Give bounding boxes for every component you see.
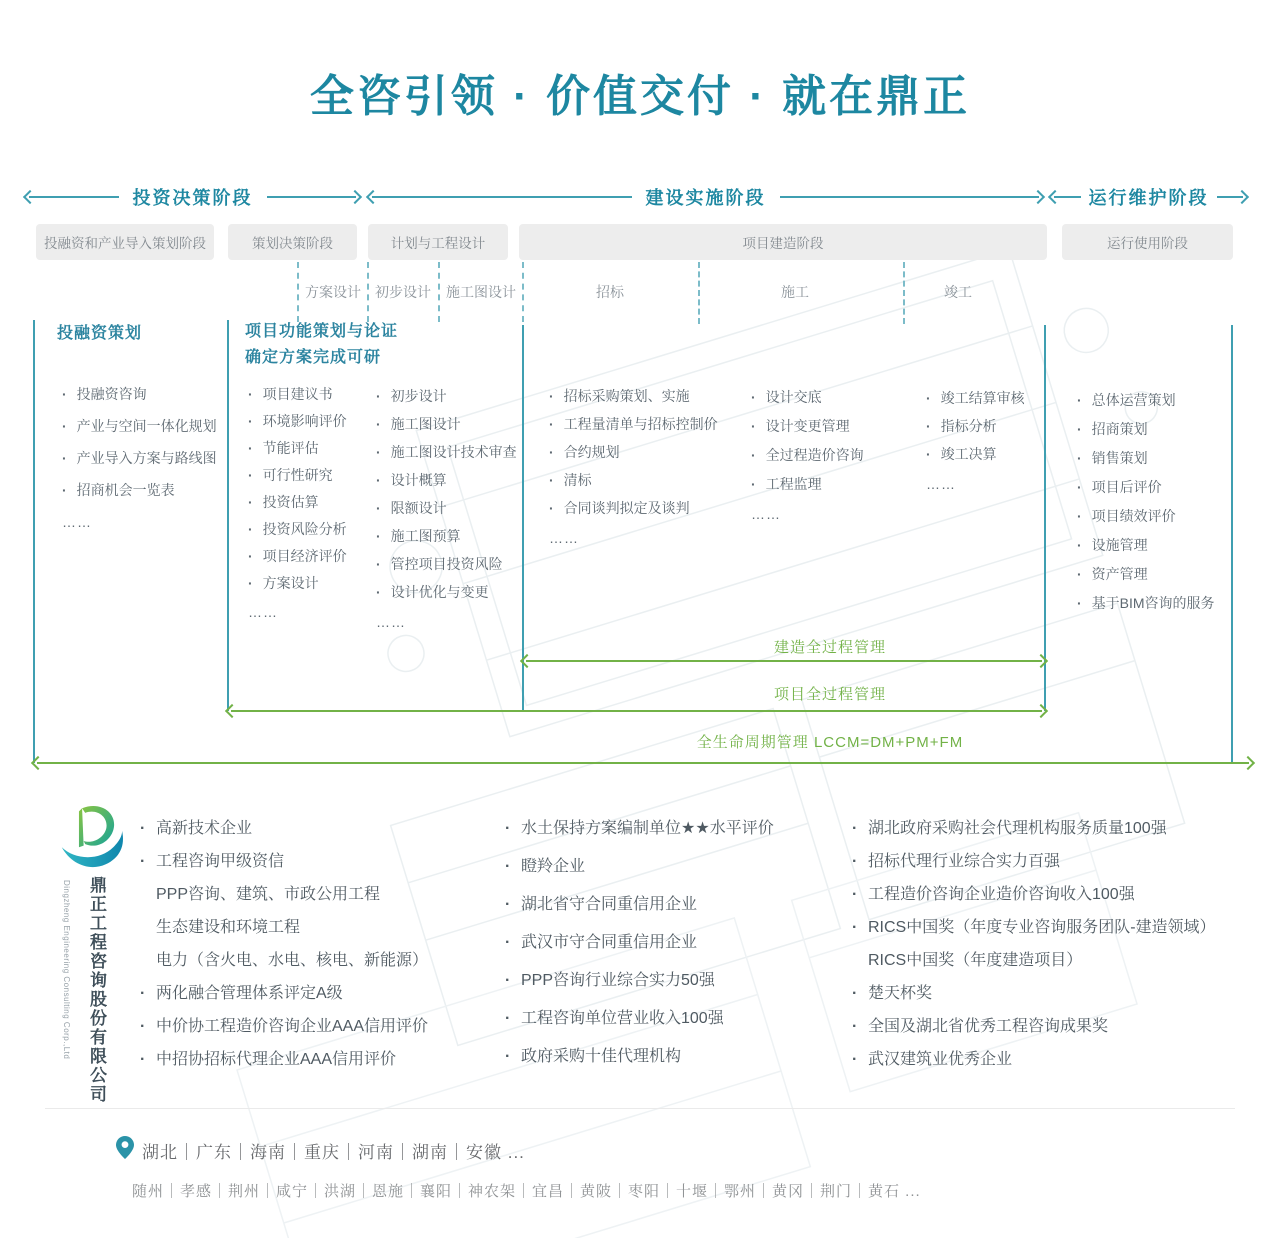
arrow-line <box>780 196 1040 198</box>
arrow-right-icon <box>1235 190 1249 204</box>
cert-text: 两化融合管理体系评定A级 <box>156 985 343 1002</box>
cert-text: 工程造价咨询企业造价咨询收入100强 <box>868 886 1135 903</box>
cert-item <box>140 944 428 977</box>
bullet-dot: · <box>505 820 511 837</box>
cert-item <box>505 886 774 924</box>
bullet-dot: · <box>852 886 858 903</box>
list-item: · 竣工结算审核 <box>926 384 1025 412</box>
arrow-line <box>372 196 632 198</box>
service-list <box>1077 385 1215 617</box>
list-item: · 销售策划 <box>1077 443 1215 472</box>
dashed-divider <box>903 262 905 324</box>
substage-prelim-design: 初步设计 <box>375 284 431 300</box>
cert-item <box>852 845 1216 878</box>
company-name-cn: 鼎正工程咨询股份有限公司 <box>87 876 106 1104</box>
cert-text: RICS中国奖（年度专业咨询服务团队-建造领域） <box>868 919 1216 936</box>
service-list <box>751 382 864 498</box>
substage-completion: 竣工 <box>944 284 972 300</box>
list-item: · 设计优化与变更 <box>376 578 517 606</box>
bullet-dot: · <box>852 985 858 1002</box>
arrow-left-icon <box>225 704 239 718</box>
bullet-dot <box>140 911 156 944</box>
arrow-line <box>37 762 1249 764</box>
list-item: · 清标 <box>549 466 718 494</box>
service-column-construction <box>751 382 864 522</box>
bullet-dot <box>140 878 156 911</box>
bullet-dot: · <box>505 934 511 951</box>
list-item: · 限额设计 <box>376 494 517 522</box>
arrow-right-icon <box>348 190 362 204</box>
ellipsis: …… <box>549 530 579 546</box>
arrow-left-icon <box>31 756 45 770</box>
cert-item <box>140 878 428 911</box>
cert-item <box>852 1010 1216 1043</box>
cert-item <box>852 1043 1216 1076</box>
service-column-financing <box>62 378 217 530</box>
service-column-completion <box>926 384 1025 492</box>
list-item: · 初步设计 <box>376 382 517 410</box>
cert-column-a <box>140 812 428 1076</box>
list-item: · 竣工决算 <box>926 440 1025 468</box>
list-item: · 可行性研究 <box>248 461 347 488</box>
vertical-guide <box>1044 325 1046 711</box>
list-item: · 项目建议书 <box>248 380 347 407</box>
bullet-dot <box>140 944 156 977</box>
service-column-design <box>376 382 517 630</box>
cert-item <box>505 810 774 848</box>
list-item: · 总体运营策划 <box>1077 385 1215 414</box>
stage-box-planning: 策划决策阶段 <box>228 224 357 260</box>
bullet-dot: · <box>852 820 858 837</box>
list-item: · 设施管理 <box>1077 530 1215 559</box>
bullet-dot: · <box>852 919 858 936</box>
list-item: · 环境影响评价 <box>248 407 347 434</box>
service-list <box>62 378 217 506</box>
arrow-left-icon <box>1048 190 1062 204</box>
dashed-divider <box>297 262 299 322</box>
cert-text: 湖北政府采购社会代理机构服务质量100强 <box>868 820 1167 837</box>
bullet-dot: · <box>140 853 146 870</box>
cert-text: 武汉建筑业优秀企业 <box>868 1051 1013 1068</box>
list-item: · 产业导入方案与路线图 <box>62 442 217 474</box>
service-list <box>248 380 347 596</box>
cert-item <box>505 924 774 962</box>
process-label-project: 项目全过程管理 <box>773 686 887 703</box>
list-item: · 投资风险分析 <box>248 515 347 542</box>
cert-item <box>852 878 1216 911</box>
cert-text: PPP咨询、建筑、市政公用工程 <box>156 886 381 903</box>
cert-text: 高新技术企业 <box>156 820 253 837</box>
list-item: · 投资估算 <box>248 488 347 515</box>
cert-text: 政府采购十佳代理机构 <box>521 1048 682 1065</box>
vertical-guide <box>227 320 229 711</box>
arrow-line <box>29 196 119 198</box>
list-item: · 项目绩效评价 <box>1077 501 1215 530</box>
cert-text: 中招协招标代理企业AAA信用评价 <box>156 1051 397 1068</box>
process-arrow-build <box>522 655 1046 667</box>
bullet-dot: · <box>505 1048 511 1065</box>
list-item: · 设计交底 <box>751 382 864 411</box>
phase-label-construction: 建设实施阶段 <box>645 188 766 208</box>
substage-working-design: 施工图设计 <box>446 284 516 300</box>
cert-text: PPP咨询行业综合实力50强 <box>521 972 715 989</box>
cert-column-c <box>852 812 1216 1076</box>
list-item: · 资产管理 <box>1077 559 1215 588</box>
list-item: · 招标采购策划、实施 <box>549 382 718 410</box>
ellipsis: …… <box>248 604 278 620</box>
cert-item <box>505 1000 774 1038</box>
arrow-line <box>267 196 357 198</box>
page-title: 全咨引领 · 价值交付 · 就在鼎正 <box>309 72 971 121</box>
cert-item <box>852 911 1216 944</box>
company-name-en: Dingzheng Engineering Consulting Corp.,Ltd <box>62 880 71 1060</box>
cert-item <box>140 911 428 944</box>
arrow-right-icon <box>1034 654 1048 668</box>
company-logo <box>54 802 132 880</box>
cert-item <box>140 977 428 1010</box>
bullet-dot: · <box>140 1018 146 1035</box>
bullet-dot: · <box>505 896 511 913</box>
list-item: · 合约规划 <box>549 438 718 466</box>
province-list: 湖北｜广东｜海南｜重庆｜河南｜湖南｜安徽 ... <box>142 1143 525 1162</box>
cert-text: 湖北省守合同重信用企业 <box>521 896 698 913</box>
column-heading-feasibility-1: 项目功能策划与论证 <box>245 323 399 340</box>
location-pin-icon <box>116 1136 134 1159</box>
bullet-dot: · <box>505 972 511 989</box>
bullet-dot: · <box>852 1051 858 1068</box>
list-item: · 施工图预算 <box>376 522 517 550</box>
cert-text: 水土保持方案编制单位★★水平评价 <box>521 820 774 837</box>
arrow-left-icon <box>23 190 37 204</box>
substage-scheme-design: 方案设计 <box>305 284 361 300</box>
column-heading-feasibility-2: 确定方案完成可研 <box>245 349 382 366</box>
divider-line <box>45 1108 1235 1109</box>
column-heading-financing: 投融资策划 <box>57 325 143 342</box>
list-item: · 招商策划 <box>1077 414 1215 443</box>
cert-list <box>505 810 774 1076</box>
service-list <box>926 384 1025 468</box>
arrow-left-icon <box>366 190 380 204</box>
stage-box-operation: 运行使用阶段 <box>1062 224 1233 260</box>
process-label-build: 建造全过程管理 <box>773 639 887 656</box>
process-label-lifecycle: 全生命周期管理 LCCM=DM+PM+FM <box>696 734 964 751</box>
arrow-line <box>526 660 1042 662</box>
phase-label-operation: 运行维护阶段 <box>1088 188 1209 208</box>
cert-item <box>505 962 774 1000</box>
cert-item <box>852 977 1216 1010</box>
list-item: · 管控项目投资风险 <box>376 550 517 578</box>
cert-text: 武汉市守合同重信用企业 <box>521 934 698 951</box>
dashed-divider <box>367 262 369 322</box>
arrow-right-icon <box>1034 704 1048 718</box>
ellipsis: …… <box>376 614 406 630</box>
cert-text: 电力（含火电、水电、核电、新能源） <box>156 952 429 969</box>
process-arrow-project <box>227 705 1046 717</box>
service-column-feasibility <box>248 380 347 620</box>
list-item: · 投融资咨询 <box>62 378 217 410</box>
bullet-dot: · <box>140 1051 146 1068</box>
cert-item <box>505 1038 774 1076</box>
cert-text: 工程咨询单位营业收入100强 <box>521 1010 724 1027</box>
service-list <box>549 382 718 522</box>
bullet-dot <box>852 944 868 977</box>
cert-list <box>140 812 428 1076</box>
city-list: 随州｜孝感｜荆州｜咸宁｜洪湖｜恩施｜襄阳｜神农架｜宜昌｜黄陂｜枣阳｜十堰｜鄂州｜黄冈｜荆门｜黄石 ... <box>132 1183 921 1200</box>
dashed-divider <box>438 262 440 322</box>
vertical-guide <box>33 320 35 763</box>
phase-arrow-operation <box>1050 186 1247 208</box>
cert-item <box>140 812 428 845</box>
list-item: · 工程量清单与招标控制价 <box>549 410 718 438</box>
list-item: · 全过程造价咨询 <box>751 440 864 469</box>
cert-text: 瞪羚企业 <box>521 858 586 875</box>
cert-text: 招标代理行业综合实力百强 <box>868 853 1061 870</box>
list-item: · 方案设计 <box>248 569 347 596</box>
list-item: · 招商机会一览表 <box>62 474 217 506</box>
list-item: · 合同谈判拟定及谈判 <box>549 494 718 522</box>
phase-arrow-investment <box>25 186 360 208</box>
cert-text: 中价协工程造价咨询企业AAA信用评价 <box>156 1018 429 1035</box>
arrow-left-icon <box>520 654 534 668</box>
stage-box-building: 项目建造阶段 <box>519 224 1047 260</box>
list-item: · 施工图设计技术审查 <box>376 438 517 466</box>
vertical-guide <box>1231 325 1233 763</box>
stage-box-financing: 投融资和产业导入策划阶段 <box>36 224 214 260</box>
stage-box-design: 计划与工程设计 <box>368 224 508 260</box>
bullet-dot: · <box>505 858 511 875</box>
service-list <box>376 382 517 606</box>
bullet-dot: · <box>505 1010 511 1027</box>
arrow-right-icon <box>1241 756 1255 770</box>
arrow-line <box>231 710 1042 712</box>
phase-label-investment: 投资决策阶段 <box>132 188 253 208</box>
cert-column-b <box>505 810 774 1076</box>
cert-item <box>140 1010 428 1043</box>
cert-item <box>505 848 774 886</box>
dashed-divider <box>522 262 524 322</box>
dashed-divider <box>698 262 700 324</box>
ellipsis: …… <box>62 514 92 530</box>
vertical-guide <box>522 325 524 711</box>
bullet-dot: · <box>140 820 146 837</box>
cert-item <box>140 1043 428 1076</box>
cert-text: 工程咨询甲级资信 <box>156 853 285 870</box>
cert-list <box>852 812 1216 1076</box>
cert-text: 楚天杯奖 <box>868 985 933 1002</box>
cert-item <box>852 944 1216 977</box>
arrow-right-icon <box>1031 190 1045 204</box>
service-column-operation <box>1077 385 1215 617</box>
cert-text: RICS中国奖（年度建造项目） <box>868 952 1083 969</box>
substage-bidding: 招标 <box>596 284 624 300</box>
list-item: · 指标分析 <box>926 412 1025 440</box>
list-item: · 项目后评价 <box>1077 472 1215 501</box>
list-item: · 施工图设计 <box>376 410 517 438</box>
substage-construction: 施工 <box>781 284 809 300</box>
list-item: · 基于BIM咨询的服务 <box>1077 588 1215 617</box>
list-item: · 节能评估 <box>248 434 347 461</box>
bullet-dot: · <box>140 985 146 1002</box>
cert-text: 生态建设和环境工程 <box>156 919 301 936</box>
list-item: · 项目经济评价 <box>248 542 347 569</box>
cert-text: 全国及湖北省优秀工程咨询成果奖 <box>868 1018 1109 1035</box>
bullet-dot: · <box>852 853 858 870</box>
list-item: · 工程监理 <box>751 469 864 498</box>
bullet-dot: · <box>852 1018 858 1035</box>
list-item: · 设计概算 <box>376 466 517 494</box>
phase-arrow-construction <box>368 186 1043 208</box>
process-arrow-lifecycle <box>33 757 1253 769</box>
list-item: · 设计变更管理 <box>751 411 864 440</box>
ellipsis: …… <box>926 476 956 492</box>
service-column-bidding <box>549 382 718 546</box>
cert-item <box>140 845 428 878</box>
ellipsis: …… <box>751 506 781 522</box>
list-item: · 产业与空间一体化规划 <box>62 410 217 442</box>
cert-item <box>852 812 1216 845</box>
